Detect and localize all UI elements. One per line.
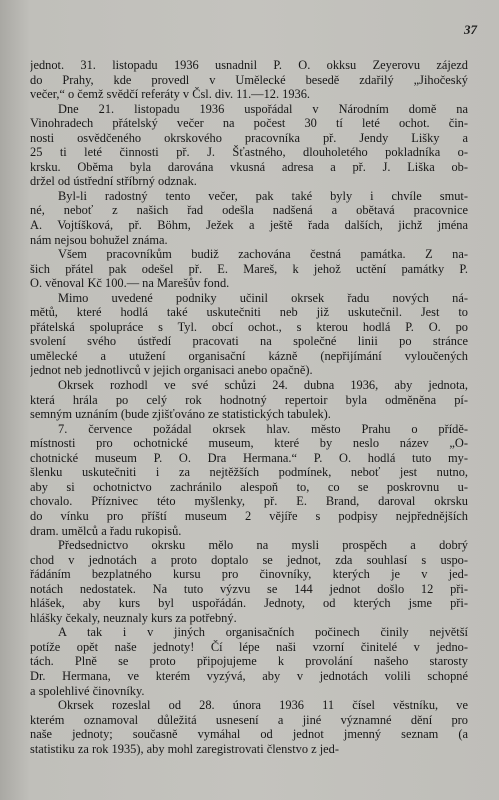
text-line: do Prahy, kde provedl v Umělecké besedě zdařilý „Jihočeský [30, 72, 468, 87]
paragraph [30, 189, 468, 247]
text-line: Okrsek rozeslal od 28. února 1936 11 čísel věstníku, ve [58, 698, 468, 713]
text-line: 25 ti leté činnosti př. J. Šťastného, dlouholetého pokladníka o- [30, 145, 468, 160]
paragraph [30, 625, 468, 698]
text-line: jednot. 31. listopadu 1936 usnadnil P. O. okksu Zeyerovu zájezd [30, 58, 468, 72]
text-line: Dr. Hermana, ve kterém vyzývá, aby v jednotách volili schopné [30, 668, 468, 683]
text-line: A. Vojtíšková, př. Böhm, Ježek a ještě řada dalších, jichž jména [30, 218, 468, 233]
text-line: tách. Plně se proto připojujeme k provolání našeho starosty [30, 654, 468, 669]
text-line: umělecké a utužení organisační kázně (nepřijímání vyloučených [30, 348, 468, 363]
text-line: Mimo uvedené podniky učinil okrsek řadu nových ná- [58, 290, 468, 305]
text-line: aby si ochotnictvo zachránilo alespoň to, co se poskrovnu u- [30, 479, 468, 494]
text-line: dram. umělců a řadu rukopisů. [30, 523, 182, 538]
text-line: svolení svého ústředí pracovati na společné linii po stránce [30, 334, 468, 349]
text-line: 7. července požádal okrsek hlav. město Prahu o přídě- [58, 421, 468, 436]
text-line: Dne 21. listopadu 1936 uspořádal v Národním domě na [58, 101, 468, 116]
text-line: místnosti pro ochotnické museum, které by neslo název „O- [30, 436, 468, 451]
text-line: držel od ústřední stříbrný odznak. [30, 174, 197, 189]
text-line: krsku. Oběma byla darována vkusná adresa a př. J. Liška ob- [30, 159, 468, 174]
text-line: chovalo. Příznivec této myšlenky, př. E. Brand, daroval okrsku [30, 494, 468, 509]
text-line: hlášky čekaly, neuznaly kurs za potřebný. [30, 610, 237, 625]
paragraph [30, 102, 468, 189]
page-number: 37 [464, 22, 477, 37]
text-line: mětů, které hodlá také uskutečniti neb již uskutečnil. Jest to [30, 305, 468, 320]
text-line: statistiku za rok 1935), aby mohl zaregistrovati členstvo z jed- [30, 741, 339, 756]
text-line: přátelská spolupráce s Tyl. obcí ochot., s kterou hodlá P. O. po [30, 319, 468, 334]
paragraph [30, 291, 468, 378]
text-line: jednot neb jednotlivců v jejich organisaci anebo opačně). [30, 363, 313, 378]
text-line: šlenku uskutečniti i za nejtěžších podmínek, neboť jest nutno, [30, 465, 468, 480]
text-line: chotnické museum P. O. Dra Hermana.“ P. O. hodlá tuto my- [30, 450, 468, 465]
text-line: A tak i v jiných organisačních počinech činily největší [58, 625, 468, 640]
text-line: potíže opět naše jednoty! Čí lépe naši vzorní činitelé v jedno- [30, 639, 468, 654]
text-line: hlášek, aby kurs byl uspořádán. Jednoty, od kterých jsme při- [30, 596, 468, 611]
text-line: Okrsek rozhodl ve své schůzi 24. dubna 1936, aby jednota, [58, 378, 468, 393]
text-line: řádáním bezplatného kursu pro činovníky, kterých je v jed- [30, 567, 468, 582]
text-line: notách nedostatek. Na tuto výzvu se 144 jednot došlo 12 při- [30, 581, 468, 596]
text-line: kterém oznamoval důležitá usnesení a jiné významné dění pro [30, 712, 468, 727]
text-line: Všem pracovníkům budiž zachována čestná památka. Z na- [58, 247, 468, 262]
text-line: Předsednictvo okrsku mělo na mysli prospěch a dobrý [58, 538, 468, 553]
paragraph [30, 378, 468, 422]
text-line: a spolehlivé činovníky. [30, 683, 145, 698]
paragraph [30, 698, 468, 756]
text-line: né, neboť z našich řad odešla nadšená a obětavá pracovnice [30, 203, 468, 218]
paragraph [30, 422, 468, 538]
text-line: nosti osvědčeného okrskového pracovníka př. Jendy Lišky a [30, 130, 468, 145]
text-line: Byl-li radostný tento večer, pak také byly i chvíle smut- [58, 188, 468, 203]
text-line: nám nejsou bohužel známa. [30, 232, 168, 247]
paragraph [30, 58, 468, 102]
text-line: do vínku pro příští museum 2 vějíře s podpisy nejpřednějších [30, 508, 468, 523]
text-line: večer,“ o čemž svědčí referáty v Čsl. div. 11.—12. 1936. [30, 87, 311, 102]
text-line: naše jednoty; současně vymáhal od jednot jmenný seznam (a [30, 727, 468, 742]
text-line: šich přátel pak odešel př. E. Mareš, k jehož uctění památky P. [30, 261, 468, 276]
paragraph [30, 247, 468, 291]
text-line: která hrála po celý rok hodnotný repertoir byla odměněna pí- [30, 392, 468, 407]
text-line: O. věnoval Kč 100.— na Marešův fond. [30, 276, 230, 291]
text-line: Vinohradech přátelský večer na počest 30 tí leté ochot. čin- [30, 116, 468, 131]
text-line: semným uznáním (bude zjišťováno ze statistických tabulek). [30, 407, 331, 422]
text-line: chod v jednotách a proto doptalo se jednot, zda souhlasí s uspo- [30, 552, 468, 567]
body-text [30, 58, 468, 756]
paragraph [30, 538, 468, 625]
